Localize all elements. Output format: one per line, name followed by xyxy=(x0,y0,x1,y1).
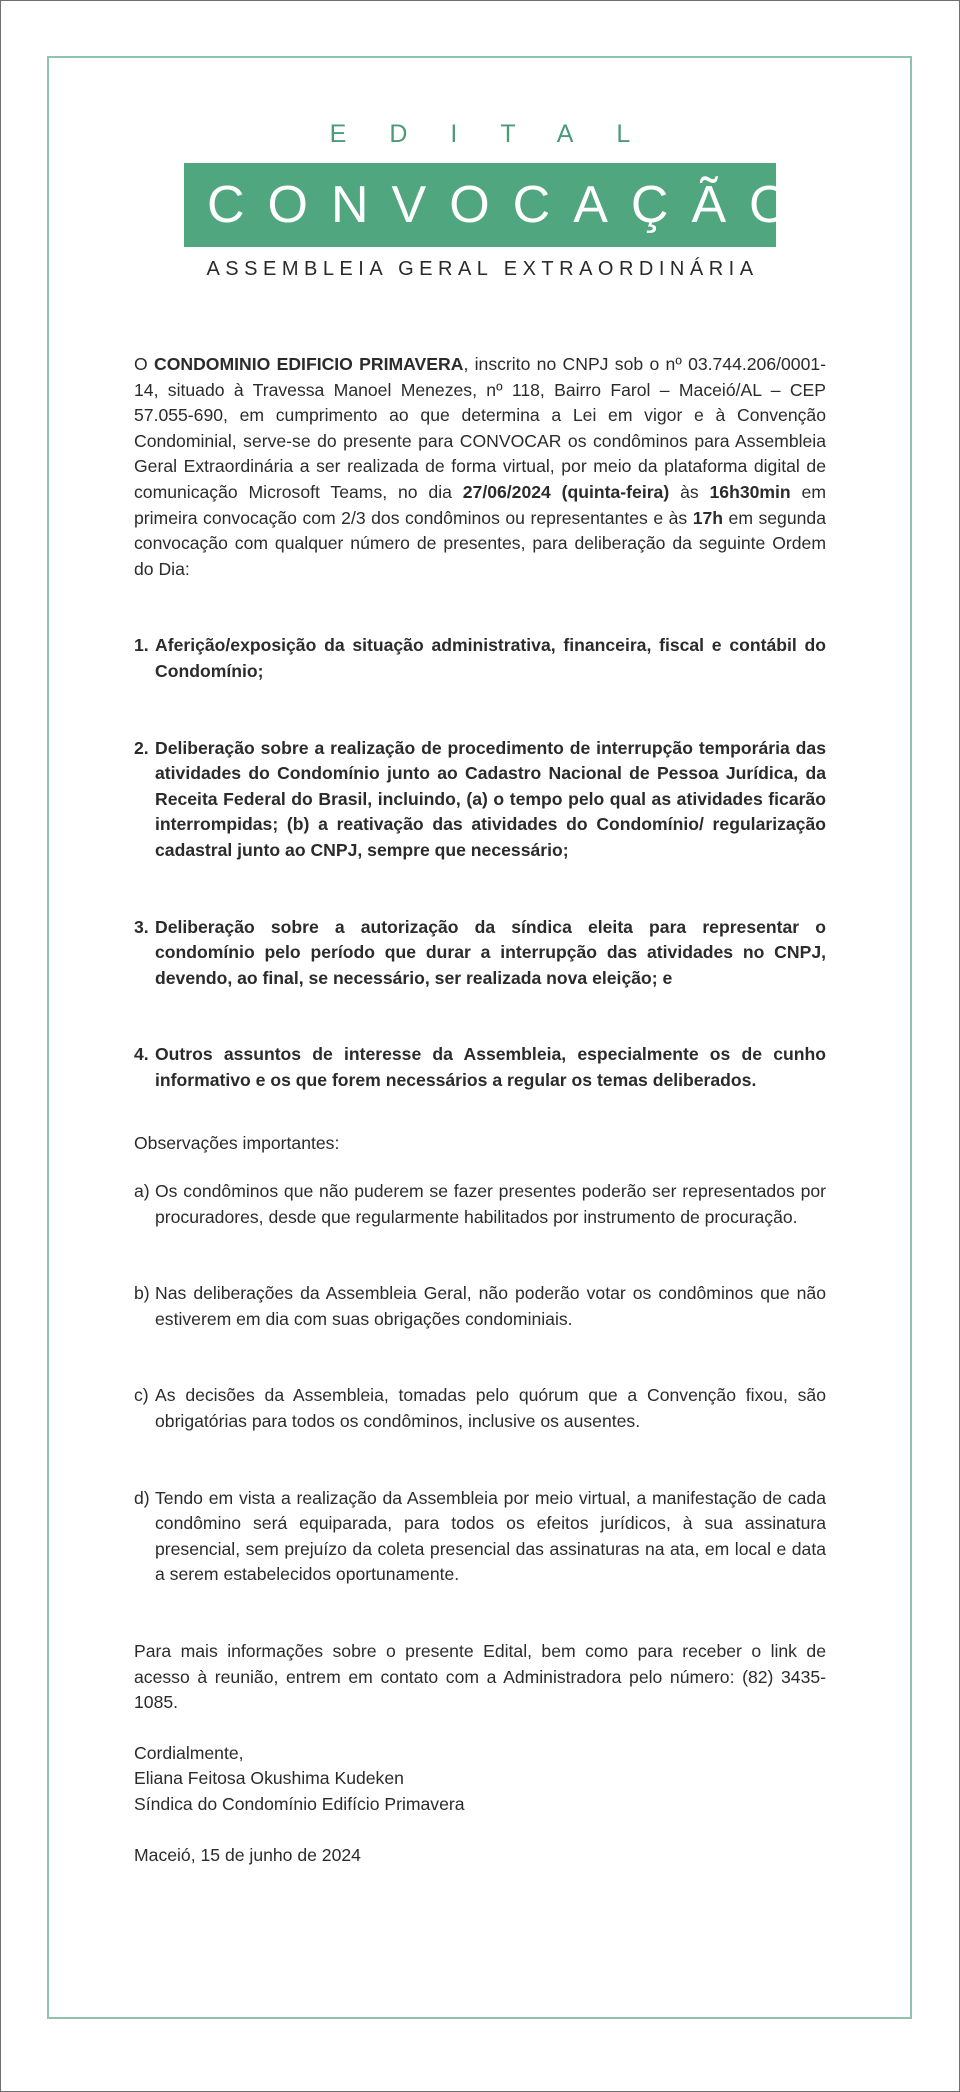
agenda-text: Outros assuntos de interesse da Assembleia, especialmente os de cunho informativo e os que forem necessários a regular os temas deliberados. xyxy=(155,1044,826,1090)
signer-role: Síndica do Condomínio Edifício Primavera xyxy=(134,1793,465,1814)
intro-text: em segunda convocação com qualquer número de presentes, para deliberação da seguinte Ordem do Dia: xyxy=(134,507,826,579)
agenda-number: 2. xyxy=(134,737,149,758)
condo-name: CONDOMINIO EDIFICIO PRIMAVERA xyxy=(154,354,464,374)
contact-paragraph: Para mais informações sobre o presente Edital, bem como para receber o link de acesso à reunião, entrem em contato com a Administradora pelo número: (82) 3435-1085. xyxy=(134,1641,826,1713)
signer-name: Eliana Feitosa Okushima Kudeken xyxy=(134,1768,404,1789)
agenda-text: Aferição/exposição da situação administrativa, financeira, fiscal e contábil do Condomínio; xyxy=(155,635,826,681)
observation-label: c) xyxy=(134,1385,149,1406)
first-call-time: 16h30min xyxy=(709,481,791,502)
agenda-item-4 xyxy=(134,1042,826,1093)
observation-text: As decisões da Assembleia, tomadas pelo quórum que a Convenção fixou, são obrigatórias para todos os condôminos, inclusive os ausentes. xyxy=(155,1385,826,1432)
title-banner xyxy=(184,163,813,247)
observation-d xyxy=(134,1486,826,1588)
observation-c xyxy=(134,1383,826,1434)
observation-text: Tendo em vista a realização da Assembleia por meio virtual, a manifestação de cada condômino será equiparada, para todos os efeitos jurídicos, à sua assinatura presencial, sem prejuízo da coleta presencial das assinaturas na ata, em local e data a serem estabelecidos oportunamente. xyxy=(155,1487,826,1585)
agenda-number: 4. xyxy=(134,1044,149,1065)
agenda-number: 3. xyxy=(134,916,149,937)
page-title: CONVOCAÇÃO xyxy=(207,176,813,234)
intro-text: às xyxy=(669,481,710,502)
observation-a xyxy=(134,1179,826,1230)
observation-label: b) xyxy=(134,1283,150,1304)
intro-text: , inscrito no CNPJ sob o nº 03.744.206/0001-14, situado à Travessa Manoel Menezes, nº 118, Bairro Farol – Maceió/AL – CEP 57.055-690, em cumprimento ao que determina a Lei em vigor e à Convenção Condominial, serve-se do presente para CONVOCAR os condôminos para Assembleia Geral Extraordinária a ser realizada de forma virtual, por meio da plataforma digital de comunicação Microsoft Teams, no dia xyxy=(134,354,827,502)
observation-b xyxy=(134,1281,826,1332)
page-subtitle: ASSEMBLEIA GERAL EXTRAORDINÁRIA xyxy=(206,258,759,280)
agenda-number: 1. xyxy=(134,635,149,656)
document-body xyxy=(134,352,826,1868)
observation-label: a) xyxy=(134,1181,150,1202)
meeting-date: 27/06/2024 (quinta-feira) xyxy=(462,481,670,502)
intro-text: em primeira convocação com 2/3 dos condôminos ou representantes e às xyxy=(134,481,826,528)
agenda-text: Deliberação sobre a realização de procedimento de interrupção temporária das atividades do Condomínio junto ao Cadastro Nacional de Pessoa Jurídica, da Receita Federal do Brasil, incluindo, (a) o tempo pelo qual as atividades ficarão interrompidas; (b) a reativação das atividades do Condomínio/ regularização cadastral junto ao CNPJ, sempre que necessário; xyxy=(155,737,826,860)
intro-text: O xyxy=(134,354,154,374)
agenda-text: Deliberação sobre a autorização da síndica eleita para representar o condomínio pelo período que durar a interrupção das atividades no CNPJ, devendo, ao final, se necessário, ser realizada nova eleição; e xyxy=(155,916,826,988)
agenda-item-1 xyxy=(134,633,826,684)
observation-text: Nas deliberações da Assembleia Geral, não poderão votar os condôminos que não estiverem em dia com suas obrigações condominiais. xyxy=(155,1283,826,1329)
agenda-item-2 xyxy=(134,736,826,864)
intro-paragraph xyxy=(134,352,826,582)
salutation: Cordialmente, xyxy=(134,1742,244,1763)
observations-heading: Observações importantes: xyxy=(134,1133,340,1154)
observation-text: Os condôminos que não puderem se fazer presentes poderão ser representados por procuradores, desde que regularmente habilitados por instrumento de procuração. xyxy=(155,1181,826,1227)
place-date: Maceió, 15 de junho de 2024 xyxy=(134,1844,361,1865)
agenda-item-3 xyxy=(134,915,826,992)
observation-label: d) xyxy=(134,1487,150,1508)
edital-label: EDITAL xyxy=(329,120,674,148)
second-call-time: 17h xyxy=(692,507,724,528)
